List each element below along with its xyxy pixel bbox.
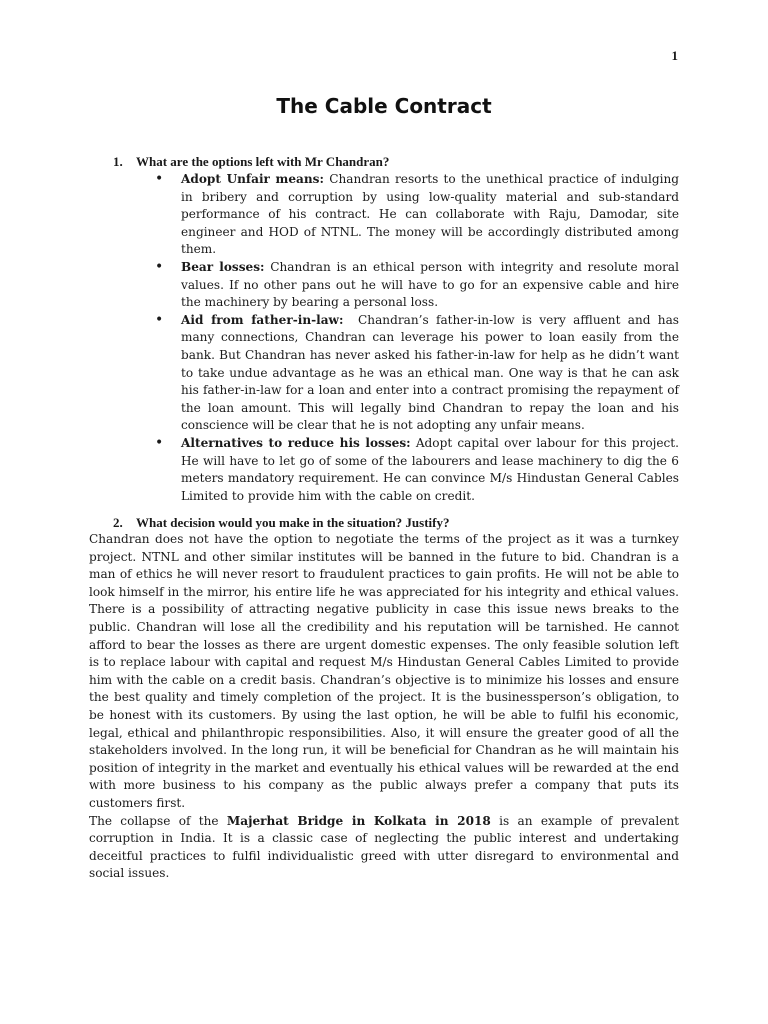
document-title: The Cable Contract	[276, 94, 492, 118]
paragraph-2-pre: The collapse of the	[89, 813, 227, 828]
question-2-text: What decision would you make in the situation? Justify?	[136, 515, 450, 530]
answer-body	[89, 531, 679, 883]
question-1-number: 1.	[113, 154, 123, 169]
list-item	[155, 435, 679, 505]
option-lead: Aid from father-in-law:	[181, 312, 344, 327]
option-text: Chandran is an ethical person with integrity and resolute moral values. If no other pans out he will have to go for an expensive cable and hire the machinery by bearing a personal loss.	[181, 259, 679, 310]
question-1-text: What are the options left with Mr Chandran?	[136, 154, 390, 169]
list-item	[155, 311, 683, 435]
paragraph-2-post: is an example of prevalent corruption in India. It is a classic case of neglecting the public interest and undertaking deceitful practices to fulfil individualistic greed with utter disregard to environmental and social issues.	[89, 813, 679, 881]
option-lead: Alternatives to reduce his losses:	[181, 435, 411, 450]
list-item	[155, 259, 679, 312]
bullet-icon: •	[155, 258, 164, 275]
list-item	[155, 171, 679, 259]
option-lead: Adopt Unfair means:	[181, 172, 324, 186]
options-list	[155, 171, 683, 505]
question-2-number: 2.	[113, 515, 123, 530]
option-text: Adopt capital over labour for this project. He will have to let go of some of the labourers and lease machinery to dig the 6 meters mandatory requirement. He can convince M/s Hindustan General Cables Limited to provide him with the cable on credit.	[181, 435, 679, 503]
paragraph-2-bold: Majerhat Bridge in Kolkata in 2018	[226, 813, 491, 828]
option-text: Chandran’s father-in-low is very affluent and has many connections, Chandran can leverage his power to loan easily from the bank. But Chandran has never asked his father-in-law for help as he didn’t want to take undue advantage as he was an ethical man. One way is that he can ask his father-in-law for a loan and enter into a contract promising the repayment of the loan amount. This will legally bind Chandran to repay the loan and his conscience will be clear that he is not adopting any unfair means.	[181, 312, 683, 433]
bullet-icon: •	[155, 171, 164, 187]
question-1-heading	[113, 153, 389, 171]
bullet-icon: •	[155, 311, 164, 328]
page-number: 1	[671, 48, 678, 63]
answer-paragraph-2	[89, 813, 679, 883]
question-2-heading	[113, 514, 450, 532]
answer-paragraph-1: Chandran does not have the option to negotiate the terms of the project as it was a turnkey project. NTNL and other similar institutes will be banned in the future to bid. Chandran is a man of ethics he will never resort to fraudulent practices to gain profits. He will not be able to look himself in the mirror, his entire life he was appreciated for his integrity and ethical values. There is a possibility of attracting negative publicity in case this issue news breaks to the public. Chandran will lose all the credibility and his reputation will be tarnished. He cannot afford to bear the losses as there are urgent domestic expenses. The only feasible solution left is to replace labour with capital and request M/s Hindustan General Cables Limited to provide him with the cable on a credit basis. Chandran’s objective is to minimize his losses and ensure the best quality and timely completion of the project. It is the businessperson’s obligation, to be honest with its customers. By using the last option, he will be able to fulfil his economic, legal, ethical and philanthropic responsibilities. Also, it will ensure the greater good of all the stakeholders involved. In the long run, it will be beneficial for Chandran as he will maintain his position of integrity in the market and eventually his ethical values will be rewarded at the end with more business to his company as the public always prefer a company that puts its customers first.	[89, 532, 679, 810]
option-text: Chandran resorts to the unethical practice of indulging in bribery and corruption by using low-quality material and sub-standard performance of his contract. He can collaborate with Raju, Damodar, site engineer and HOD of NTNL. The money will be accordingly distributed among them.	[181, 172, 679, 257]
bullet-icon: •	[155, 434, 164, 451]
option-lead: Bear losses:	[181, 259, 265, 274]
